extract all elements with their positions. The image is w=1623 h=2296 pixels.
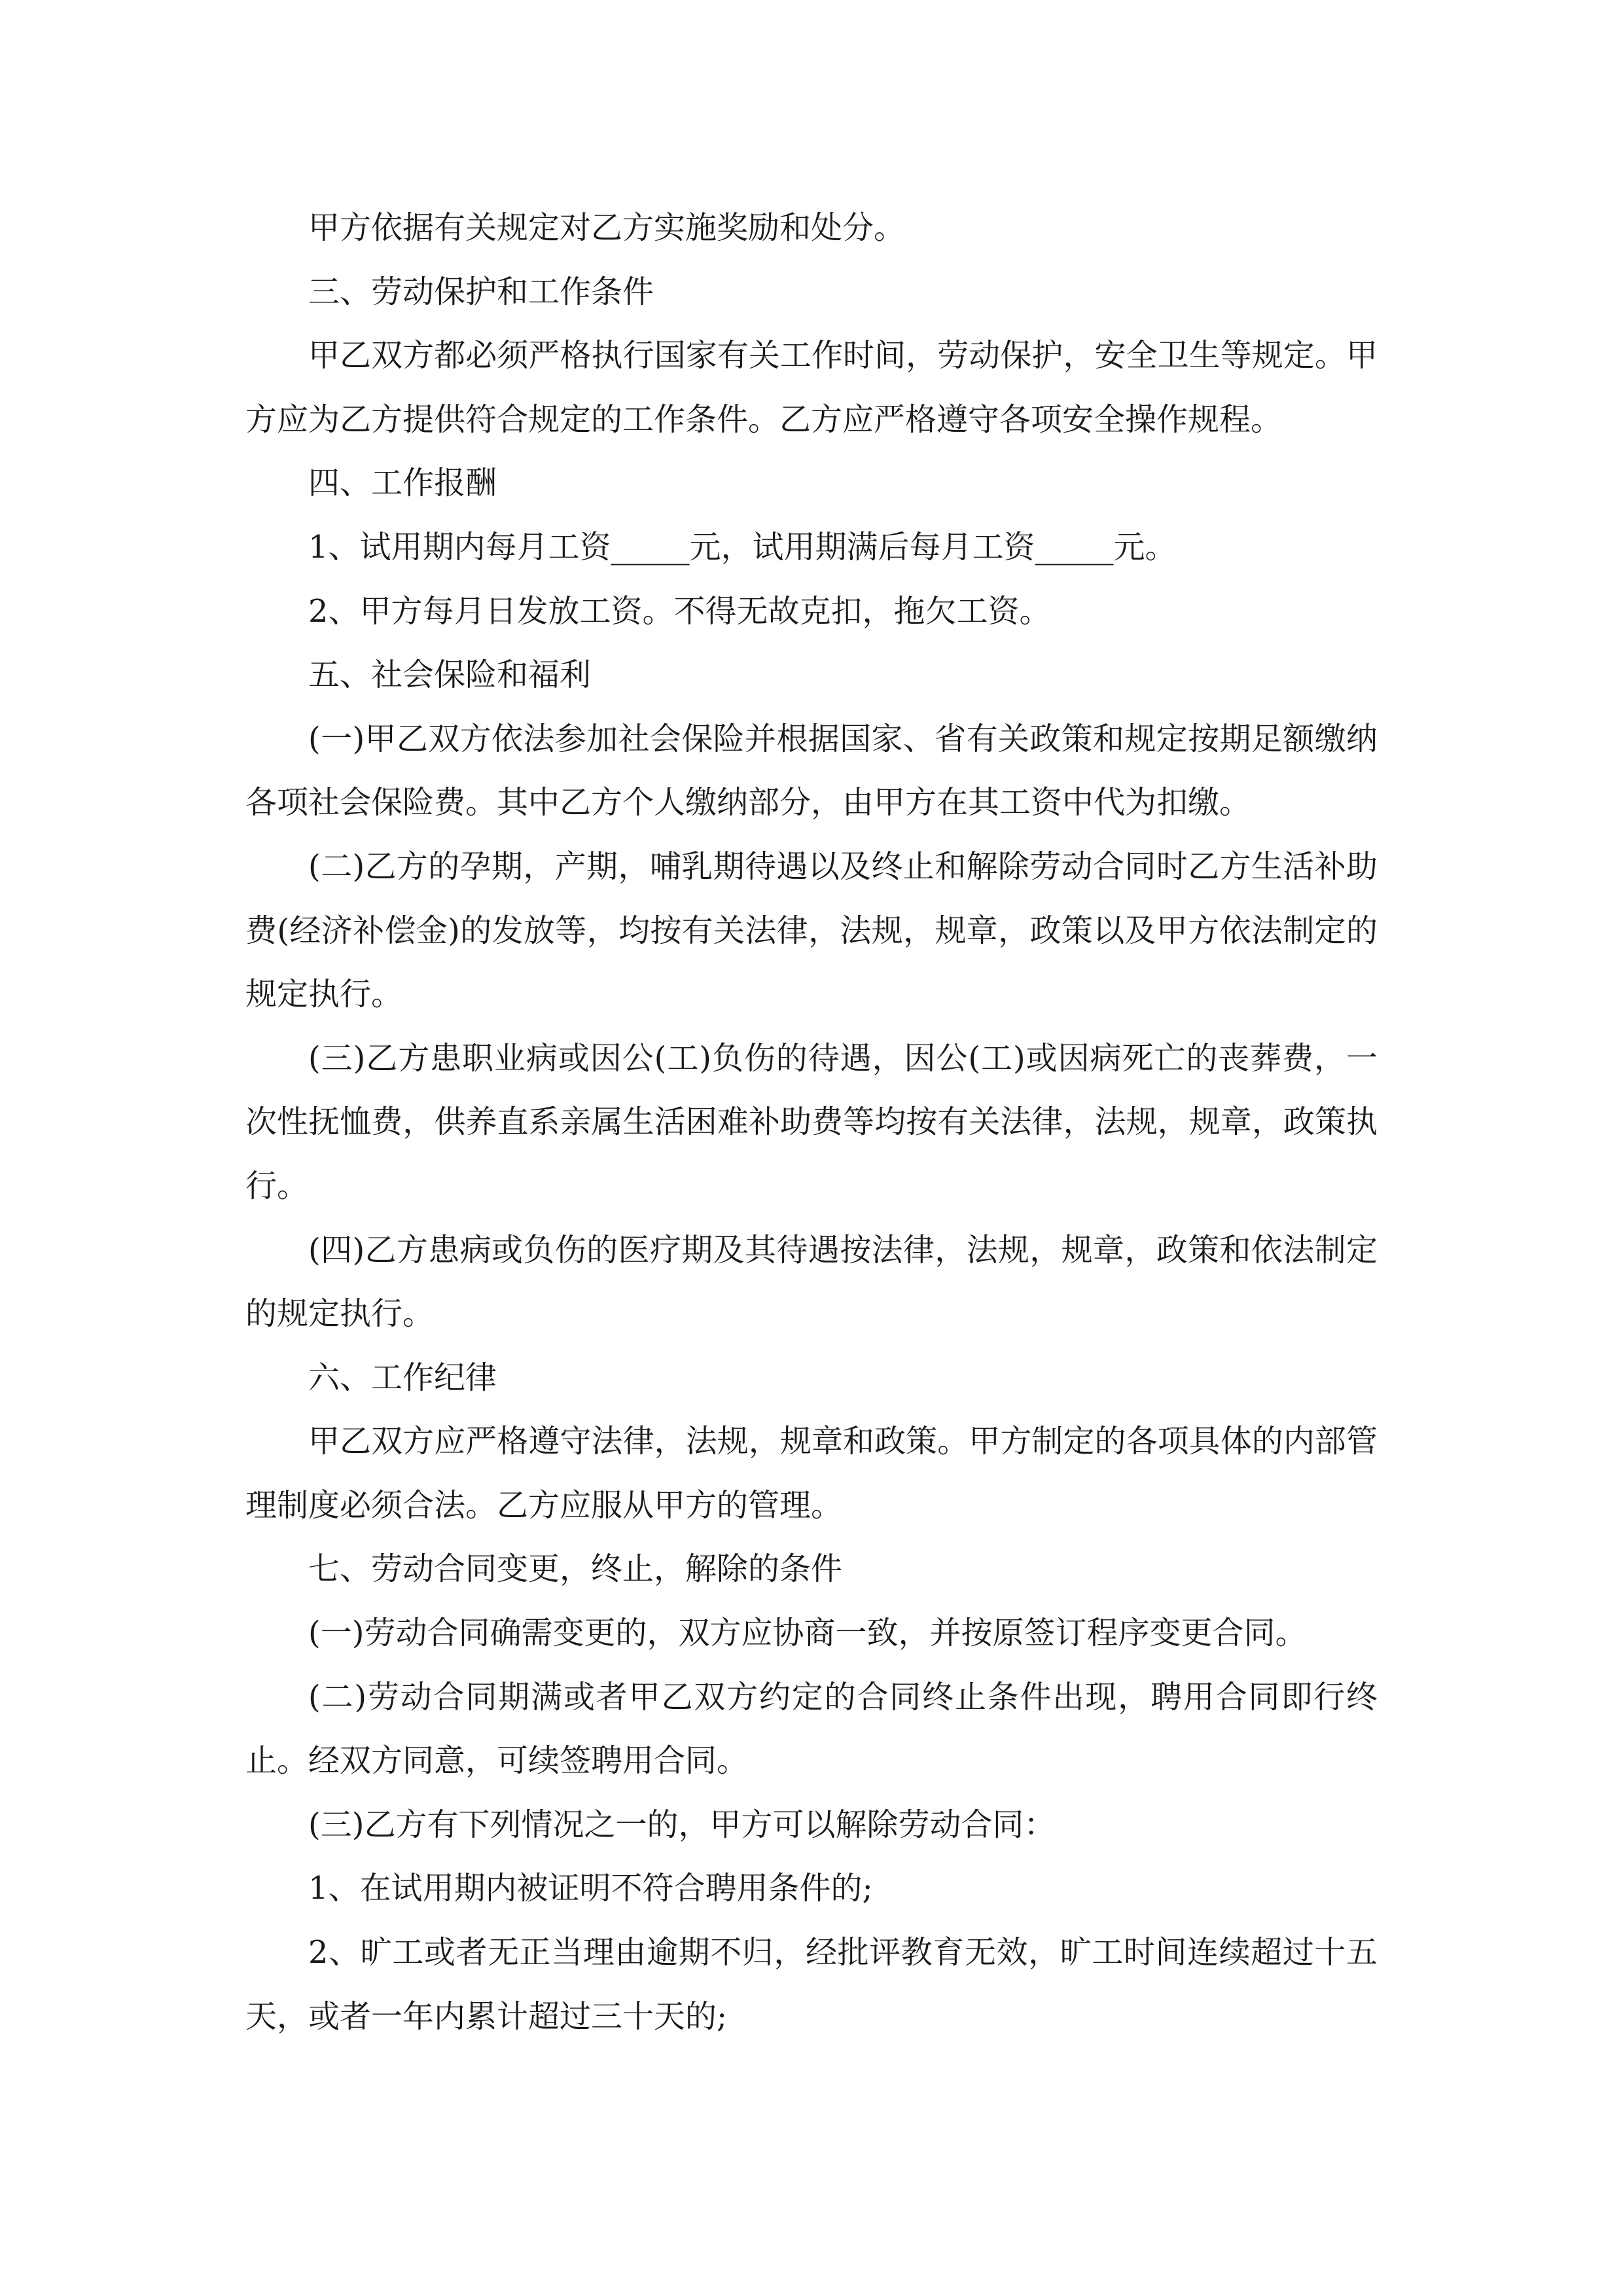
heading-contract-changes: 七、劳动合同变更，终止，解除的条件 [308, 1551, 843, 1588]
paragraph-labor-protection: 甲乙双方都必须严格执行国家有关工作时间，劳动保护，安全卫生等规定。甲方应为乙方提供符合规定的工作条件。乙方应严格遵守各项安全操作规程。 [245, 337, 1378, 438]
heading-social-insurance: 五、社会保险和福利 [308, 656, 592, 694]
list-item-probation: 1、在试用期内被证明不符合聘用条件的; [308, 1870, 873, 1907]
paragraph-work-discipline: 甲乙双方应严格遵守法律，法规，规章和政策。甲方制定的各项具体的内部管理制度必须合法。乙方应服从甲方的管理。 [245, 1423, 1378, 1524]
heading-work-discipline: 六、工作纪律 [308, 1359, 497, 1396]
paragraph-contract-change-2: (二)劳动合同期满或者甲乙双方约定的合同终止条件出现，聘用合同即行终止。经双方同意，可续签聘用合同。 [245, 1678, 1378, 1780]
document-body [245, 196, 1378, 2049]
heading-labor-protection: 三、劳动保护和工作条件 [308, 273, 654, 310]
paragraph-rewards-penalties: 甲方依据有关规定对乙方实施奖励和处分。 [308, 209, 906, 246]
paragraph-salary-payday: 2、甲方每月日发放工资。不得无故克扣，拖欠工资。 [308, 592, 1051, 630]
paragraph-contract-change-3: (三)乙方有下列情况之一的，甲方可以解除劳动合同： [308, 1806, 1056, 1843]
paragraph-insurance-4: (四)乙方患病或负伤的医疗期及其待遇按法律，法规，规章，政策和依法制定的规定执行。 [245, 1231, 1378, 1333]
list-item-absenteeism: 2、旷工或者无正当理由逾期不归，经批评教育无效，旷工时间连续超过十五天，或者一年内累计超过三十天的; [245, 1934, 1378, 2035]
paragraph-contract-change-1: (一)劳动合同确需变更的，双方应协商一致，并按原签订程序变更合同。 [308, 1615, 1307, 1652]
paragraph-insurance-3: (三)乙方患职业病或因公(工)负伤的待遇，因公(工)或因病死亡的丧葬费，一次性抚恤费，供养直系亲属生活困难补助费等均按有关法律，法规，规章，政策执行。 [245, 1039, 1378, 1204]
paragraph-insurance-1: (一)甲乙双方依法参加社会保险并根据国家、省有关政策和规定按期足额缴纳各项社会保险费。其中乙方个人缴纳部分，由甲方在其工资中代为扣缴。 [245, 720, 1378, 821]
heading-remuneration: 四、工作报酬 [308, 465, 497, 502]
paragraph-insurance-2: (二)乙方的孕期，产期，哺乳期待遇以及终止和解除劳动合同时乙方生活补助费(经济补偿金)的发放等，均按有关法律，法规，规章，政策以及甲方依法制定的规定执行。 [245, 848, 1378, 1013]
paragraph-salary-amounts: 1、试用期内每月工资_____元，试用期满后每月工资_____元。 [308, 528, 1177, 565]
